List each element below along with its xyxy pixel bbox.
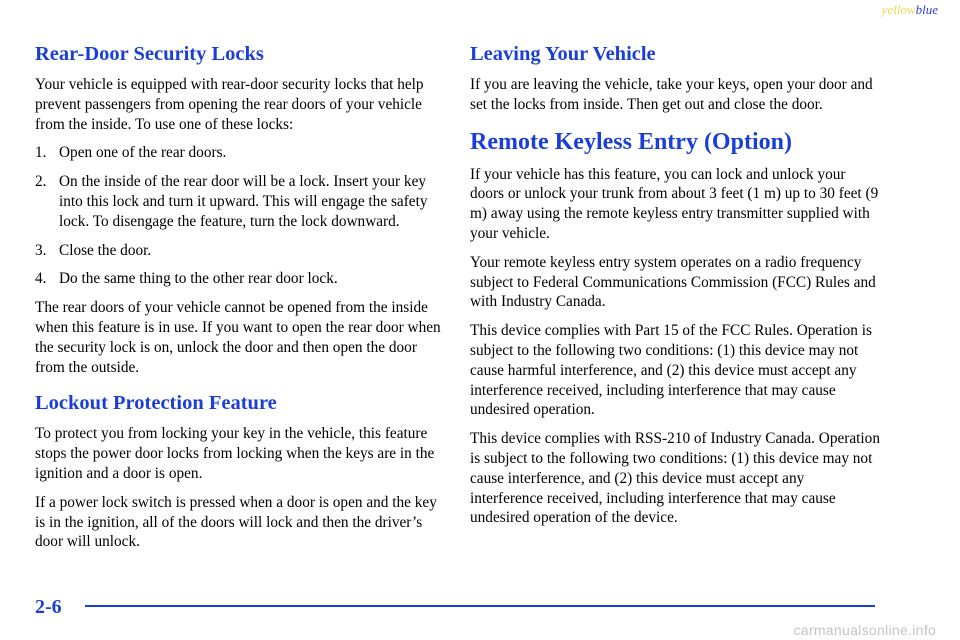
lockout-section (35, 391, 445, 552)
step-item (35, 241, 445, 261)
lockout-heading: Lockout Protection Feature (35, 392, 277, 415)
corner-tag-yellow: yellow (881, 2, 916, 17)
leaving-paragraph: If you are leaving the vehicle, take your keys, open your door and set the locks from inside. Then get out and close the door. (470, 76, 873, 113)
step-item (35, 269, 445, 289)
rear-door-heading: Rear-Door Security Locks (35, 43, 264, 65)
lockout-paragraph-2: If a power lock switch is pressed when a door is open and the key is in the ignition, all of the doors will lock and then the driver’s door will unlock. (35, 493, 437, 551)
left-column (35, 42, 445, 561)
step-number: 1. (35, 144, 47, 162)
right-column (470, 42, 880, 537)
remote-paragraph-1: If your vehicle has this feature, you can lock and unlock your doors or unlock your trunk from about 3 feet (1 m) up to 30 feet (9 m) away using the remote keyless entry transmitter supplied with your vehicle. (470, 165, 879, 242)
rear-door-after: The rear doors of your vehicle cannot be opened from the inside when this feature is in use. If you want to open the rear door when the security lock is on, unlock the door and then open the door from the outside. (35, 299, 441, 376)
step-text: Open one of the rear doors. (59, 144, 227, 162)
watermark: carmanualsonline.info (793, 622, 936, 638)
footer-rule (85, 605, 875, 607)
leaving-heading: Leaving Your Vehicle (470, 43, 656, 65)
remote-keyless-section (470, 127, 880, 529)
lockout-paragraph-1: To protect you from locking your key in the vehicle, this feature stops the power door locks from locking when the keys are in the ignition and a door is open. (35, 425, 435, 482)
step-item (35, 172, 445, 231)
corner-tag (882, 2, 938, 18)
step-text: Do the same thing to the other rear door lock. (59, 270, 338, 288)
remote-paragraph-2: Your remote keyless entry system operates on a radio frequency subject to Federal Communications Commission (FCC) Rules and with Industry Canada. (470, 253, 876, 311)
remote-keyless-heading: Remote Keyless Entry (Option) (470, 128, 792, 155)
page-number: 2-6 (35, 596, 62, 618)
step-text: Close the door. (59, 241, 152, 259)
corner-tag-blue: blue (915, 2, 938, 17)
step-number: 4. (35, 270, 47, 288)
step-number: 3. (35, 241, 47, 259)
rear-door-intro: Your vehicle is equipped with rear-door security locks that help prevent passengers from opening the rear doors of your vehicle from the inside. To use one of these locks: (35, 76, 424, 133)
step-text: On the inside of the rear door will be a lock. Insert your key into this lock and turn it upward. This will engage the safety lock. To disengage the feature, turn the lock downward. (59, 173, 428, 230)
rear-door-steps (35, 143, 445, 289)
step-item (35, 143, 445, 163)
remote-paragraph-3: This device complies with Part 15 of the FCC Rules. Operation is subject to the following two conditions: (1) this device may not cause harmful interference, and (2) this device must accept any interference received, including interference that may cause undesired operation. (470, 322, 872, 419)
leaving-section (470, 42, 880, 115)
step-number: 2. (35, 173, 47, 191)
remote-paragraph-4: This device complies with RSS-210 of Industry Canada. Operation is subject to the following two conditions: (1) this device may not cause interference, and (2) this device must accept any interference received, including interference that may cause undesired operation of the device. (470, 430, 880, 527)
rear-door-section (35, 42, 445, 377)
